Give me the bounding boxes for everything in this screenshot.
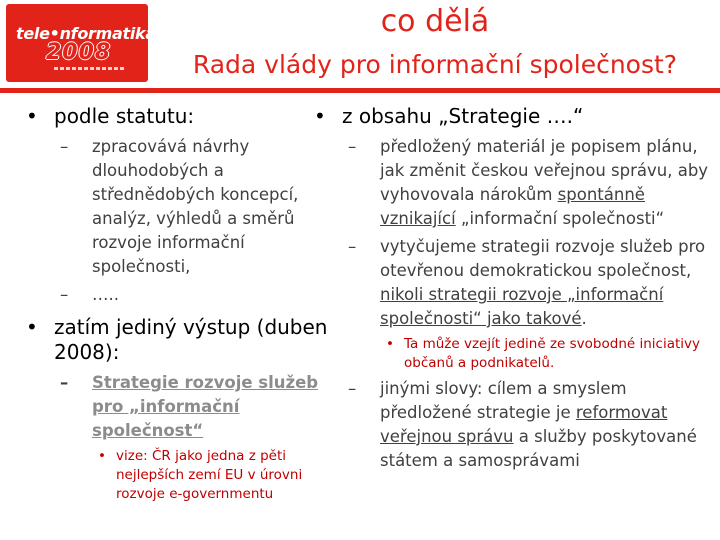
title-line-2: Rada vlády pro informační společnost?: [192, 50, 678, 79]
sub-bullet-strategy: – Strategie rozvoje služeb pro „informační společnost“: [60, 371, 338, 443]
right-column: [314, 104, 714, 477]
bullet-output: • zatím jediný výstup (duben 2008):: [26, 315, 338, 365]
sub-sub-bullet-vision: • vize: ČR jako jedna z pěti nejlepších zemí EU v úrovni rozvoje e-governmentu: [94, 447, 338, 504]
sub-bullet-statute-1: – zpracovává návrhy dlouhodobých a střednědobých koncepcí, analýz, výhledů a směrů rozvoje informační společnosti,: [60, 135, 338, 279]
title-divider: [0, 88, 720, 93]
sub-bullet-services-end: .: [581, 309, 587, 328]
logo-text: tele•nformatika: [16, 24, 156, 43]
sub-bullet-material-text: předložený materiál je popisem plánu, jak změnit českou veřejnou správu, aby vyhovovala nárokům: [380, 137, 709, 204]
sub-bullet-material-end: „informační společnosti“: [455, 209, 665, 228]
telenformatika-logo: [6, 4, 156, 82]
sub-bullet-other-end: a služby poskytované státem a samosprávami: [380, 427, 697, 470]
sub-bullet-material-underlined: spontánně vznikající: [380, 185, 645, 228]
sub-bullet-services: [348, 235, 714, 331]
bullet-statute: • podle statutu:: [26, 104, 338, 129]
sub-bullet-other-text: jinými slovy: cílem a smyslem předložené strategie je: [380, 379, 627, 422]
sub-bullet-in-other-words: [348, 377, 714, 473]
logo-year: 2008: [46, 40, 112, 65]
sub-bullet-material: [348, 135, 714, 231]
slide-title: [150, 4, 720, 82]
sub-bullet-other-underlined: reformovat veřejnou správu: [380, 403, 668, 446]
left-column: [26, 104, 338, 508]
bullet-strategy-content: • z obsahu „Strategie ….“: [314, 104, 714, 129]
title-line-1: co dělá: [380, 4, 490, 39]
sub-bullet-services-text: vytyčujeme strategii rozvoje služeb pro otevřenou demokratickou společnost,: [380, 237, 706, 280]
logo-strip: [54, 67, 124, 70]
sub-sub-bullet-initiative: • Ta může vzejít jedině ze svobodné iniciativy občanů a podnikatelů.: [382, 335, 714, 373]
sub-bullet-statute-2: – …..: [60, 283, 338, 307]
sub-bullet-services-underlined: nikoli strategii rozvoje „informační společnosti“ jako takové: [380, 285, 664, 328]
